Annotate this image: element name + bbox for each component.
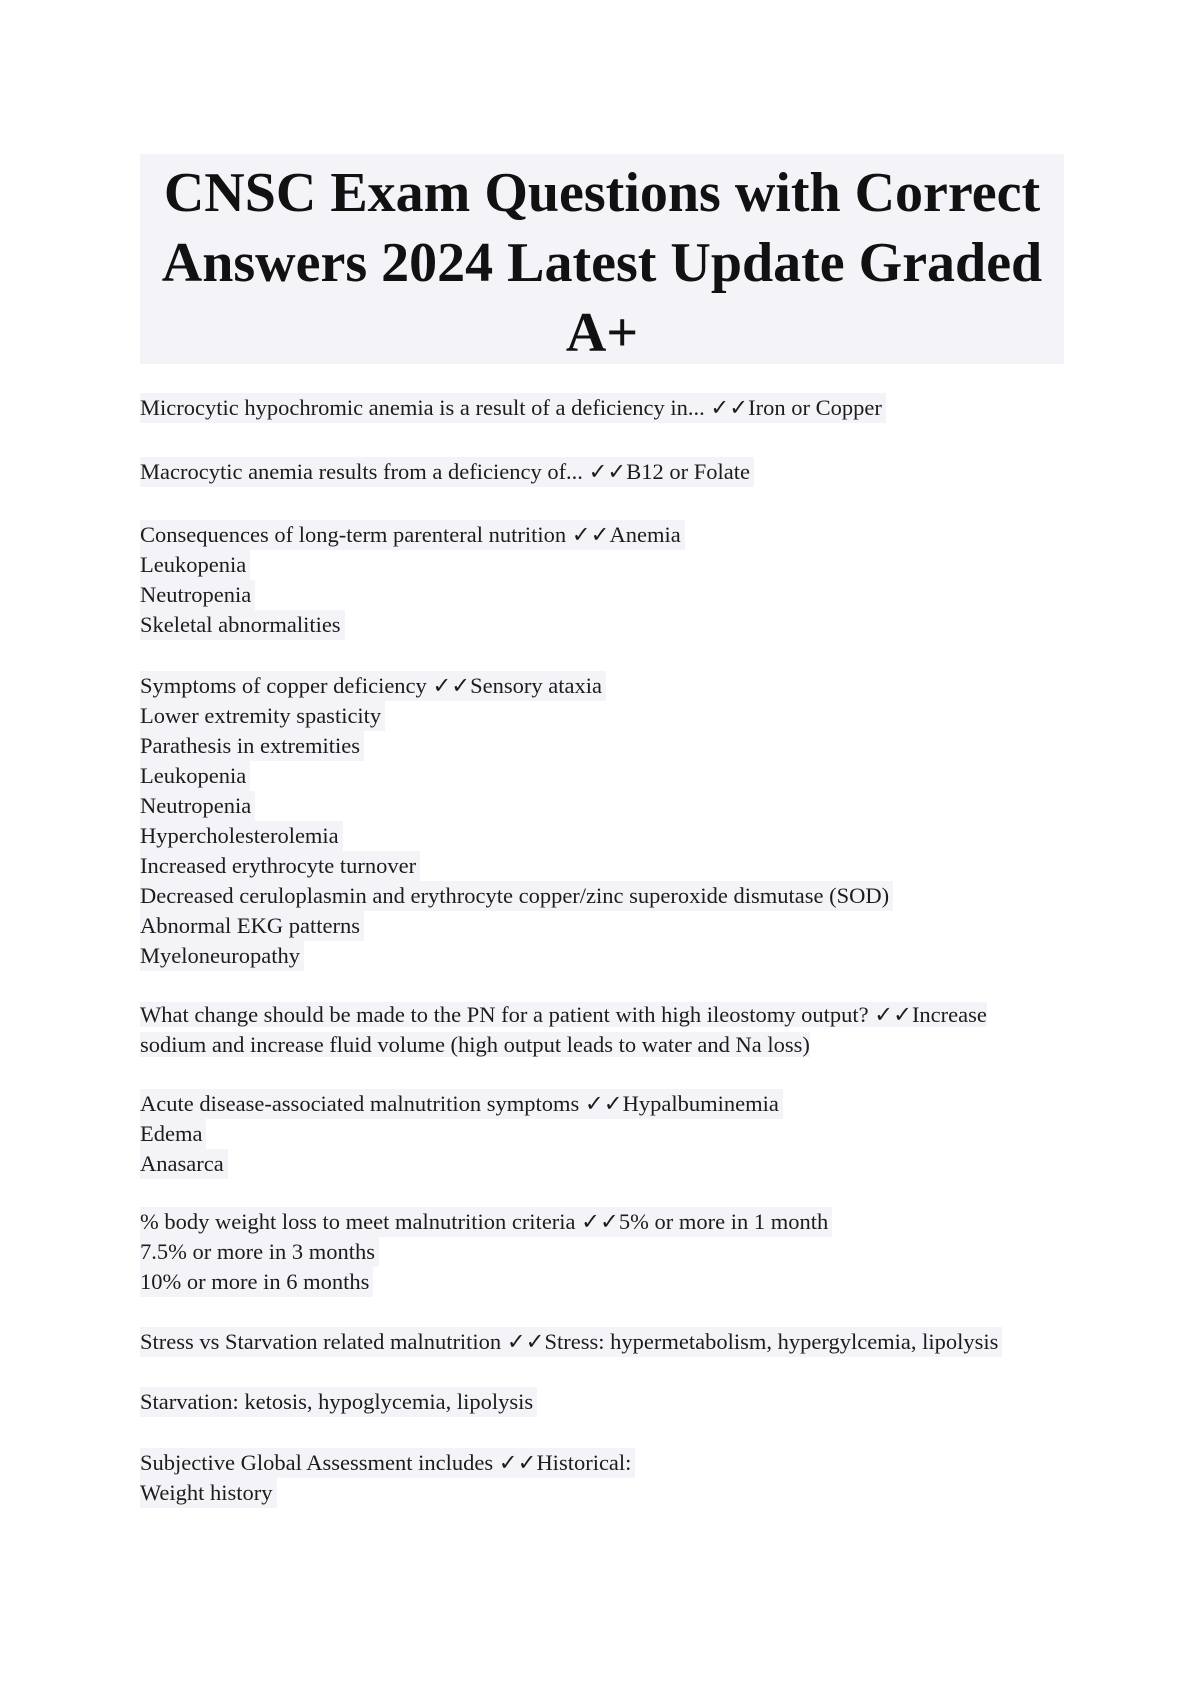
answer-text: Hypalbuminemia xyxy=(622,1091,779,1116)
qa-item xyxy=(140,1000,1070,1060)
answer-line: Neutropenia xyxy=(140,791,255,821)
answer-line: Neutropenia xyxy=(140,580,255,610)
question-text: Macrocytic anemia results from a deficiency of... xyxy=(140,459,583,484)
answer-text: 5% or more in 1 month xyxy=(618,1209,829,1234)
answer-line: Parathesis in extremities xyxy=(140,731,364,761)
question-text: Stress vs Starvation related malnutrition xyxy=(140,1329,502,1354)
qa-content xyxy=(140,393,1070,1508)
answer-text: Increase sodium and increase fluid volume (high output leads to water and Na loss) xyxy=(140,1002,987,1057)
answer-text: B12 or Folate xyxy=(626,459,751,484)
check-mark: ✓✓ xyxy=(584,1091,623,1116)
qa-item xyxy=(140,393,1070,423)
answer-line: Weight history xyxy=(140,1478,277,1508)
question-text: What change should be made to the PN for a patient with high ileostomy output? xyxy=(140,1002,869,1027)
answer-line: Anasarca xyxy=(140,1149,228,1179)
qa-item xyxy=(140,1089,1070,1179)
check-mark: ✓✓ xyxy=(874,1002,912,1027)
answer-line: Increased erythrocyte turnover xyxy=(140,851,420,881)
answer-text: Sensory ataxia xyxy=(470,673,602,698)
answer-line: Edema xyxy=(140,1119,206,1149)
answer-line: Leukopenia xyxy=(140,550,250,580)
answer-text: Anemia xyxy=(609,522,681,547)
qa-item xyxy=(140,520,1070,640)
check-mark: ✓✓ xyxy=(506,1329,545,1354)
qa-item xyxy=(140,457,1070,487)
title-banner xyxy=(140,154,1064,364)
answer-line: Myeloneuropathy xyxy=(140,941,304,971)
question-text: Consequences of long-term parenteral nutrition xyxy=(140,522,567,547)
answer-line: Hypercholesterolemia xyxy=(140,821,343,851)
question-text: Acute disease-associated malnutrition symptoms xyxy=(140,1091,580,1116)
answer-text: Stress: hypermetabolism, hypergylcemia, lipolysis xyxy=(544,1329,999,1354)
answer-line: Decreased ceruloplasmin and erythrocyte copper/zinc superoxide dismutase (SOD) xyxy=(140,881,893,911)
answer-line: Starvation: ketosis, hypoglycemia, lipolysis xyxy=(140,1387,537,1417)
check-mark: ✓✓ xyxy=(710,395,749,420)
question-text: Symptoms of copper deficiency xyxy=(140,673,427,698)
answer-line: Lower extremity spasticity xyxy=(140,701,385,731)
answer-line: Skeletal abnormalities xyxy=(140,610,345,640)
answer-text: Historical: xyxy=(536,1450,632,1475)
check-mark: ✓✓ xyxy=(581,1209,619,1234)
document-title: CNSC Exam Questions with Correct Answers 2024 Latest Update Graded A+ xyxy=(161,162,1043,364)
question-text: Microcytic hypochromic anemia is a result of a deficiency in... xyxy=(140,395,705,420)
question-text: Subjective Global Assessment includes xyxy=(140,1450,494,1475)
answer-text: Iron or Copper xyxy=(748,395,882,420)
answer-line: 10% or more in 6 months xyxy=(140,1267,373,1297)
question-text: % body weight loss to meet malnutrition criteria xyxy=(140,1209,576,1234)
answer-line: Abnormal EKG patterns xyxy=(140,911,364,941)
qa-item xyxy=(140,671,1070,971)
answer-line: 7.5% or more in 3 months xyxy=(140,1237,379,1267)
check-mark: ✓✓ xyxy=(432,673,471,698)
check-mark: ✓✓ xyxy=(588,459,627,484)
qa-item xyxy=(140,1207,1070,1297)
qa-item xyxy=(140,1327,1070,1417)
qa-item xyxy=(140,1448,1070,1508)
answer-line: Leukopenia xyxy=(140,761,250,791)
check-mark: ✓✓ xyxy=(498,1450,537,1475)
check-mark: ✓✓ xyxy=(571,522,610,547)
